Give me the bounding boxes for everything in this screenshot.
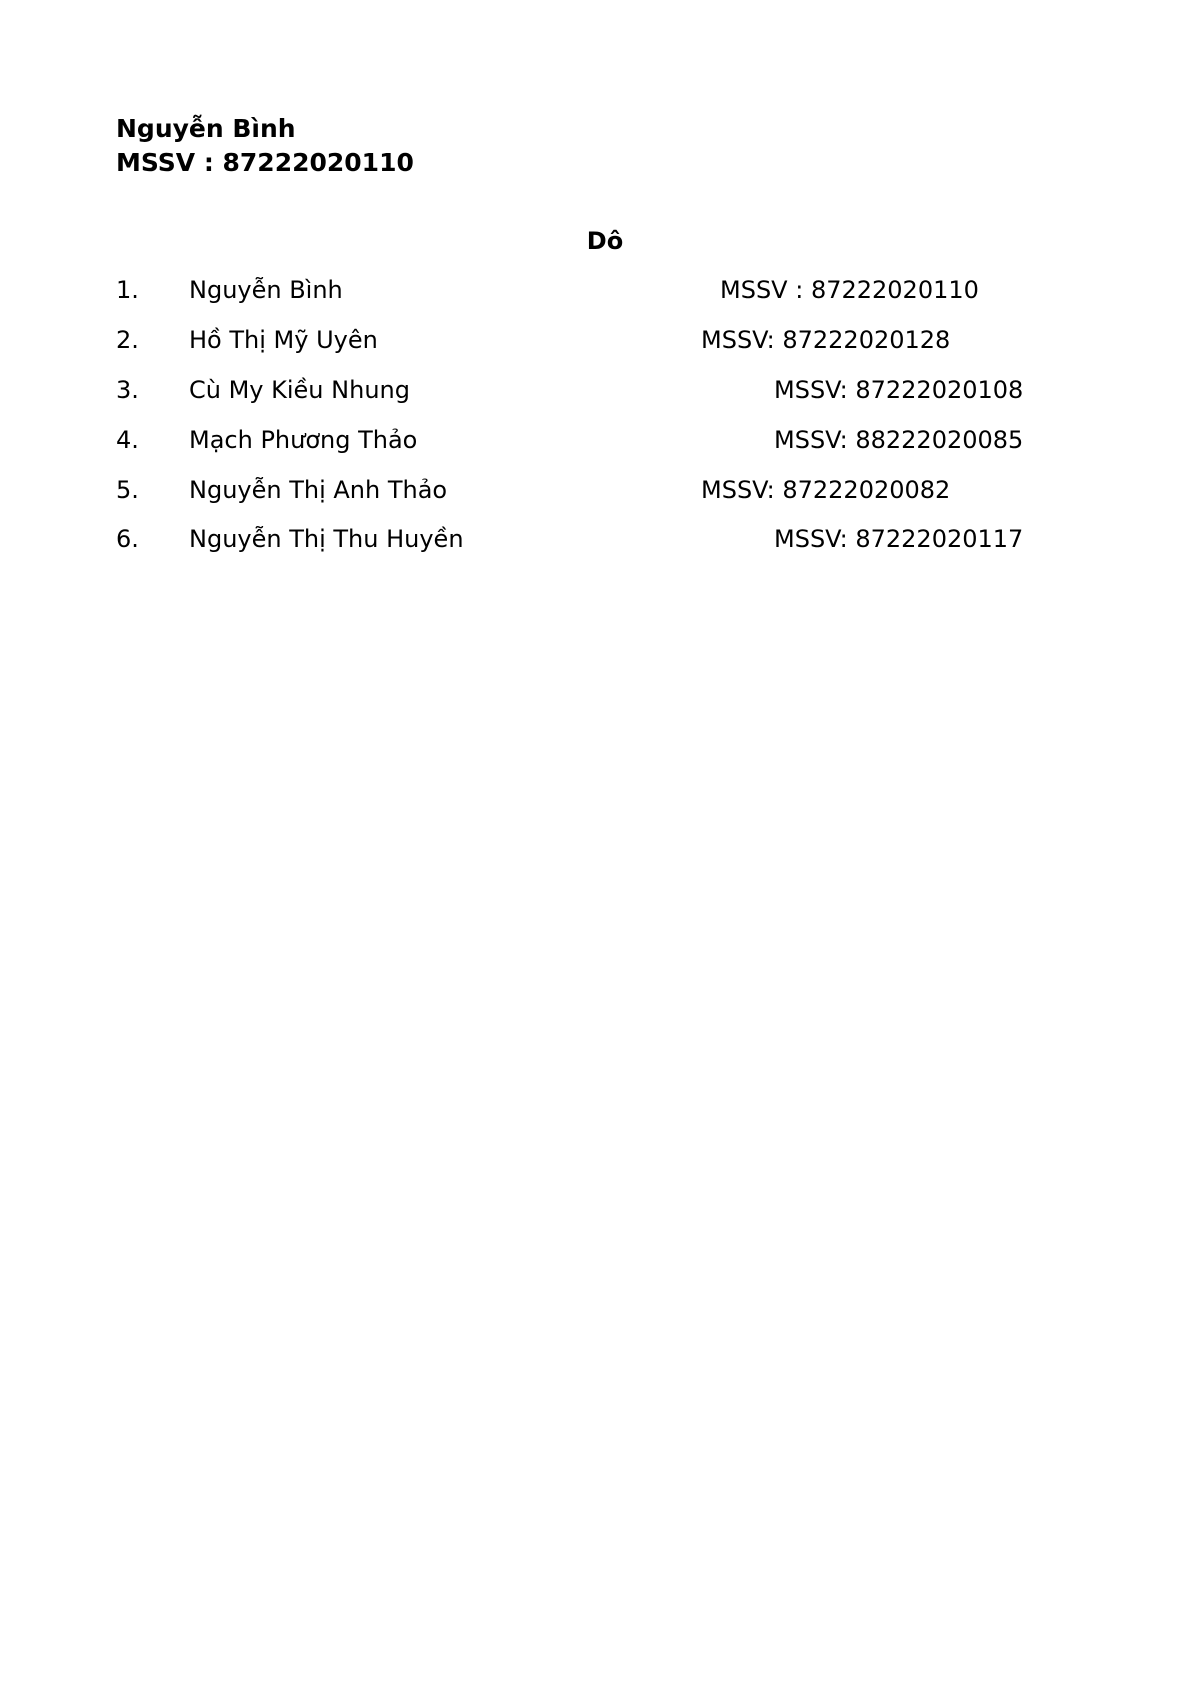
author-student-id: MSSV : 87222020110	[116, 148, 414, 177]
author-name: Nguyễn Bình	[116, 114, 296, 143]
member-student-id: MSSV: 87222020128	[701, 326, 951, 354]
member-list-item	[0, 473, 1200, 507]
member-number: 2.	[116, 326, 139, 354]
member-list-item	[0, 273, 1200, 307]
member-student-id: MSSV: 87222020108	[774, 376, 1024, 404]
member-list-item	[0, 423, 1200, 457]
member-number: 1.	[116, 276, 139, 304]
member-student-id: MSSV: 88222020085	[774, 426, 1024, 454]
member-student-id: MSSV: 87222020117	[774, 525, 1024, 553]
member-name: Nguyễn Bình	[189, 276, 343, 304]
member-name: Hồ Thị Mỹ Uyên	[189, 326, 378, 354]
member-list-item	[0, 373, 1200, 407]
section-title: Dô	[586, 227, 624, 255]
member-student-id: MSSV : 87222020110	[720, 276, 979, 304]
member-number: 5.	[116, 476, 139, 504]
member-name: Nguyễn Thị Anh Thảo	[189, 476, 448, 504]
member-number: 3.	[116, 376, 139, 404]
member-list-item	[0, 323, 1200, 357]
member-list-item	[0, 522, 1200, 556]
member-number: 6.	[116, 525, 139, 553]
member-name: Mạch Phương Thảo	[189, 426, 418, 454]
member-name: Nguyễn Thị Thu Huyền	[189, 525, 464, 553]
member-name: Cù My Kiều Nhung	[189, 376, 410, 404]
member-number: 4.	[116, 426, 139, 454]
member-student-id: MSSV: 87222020082	[701, 476, 951, 504]
